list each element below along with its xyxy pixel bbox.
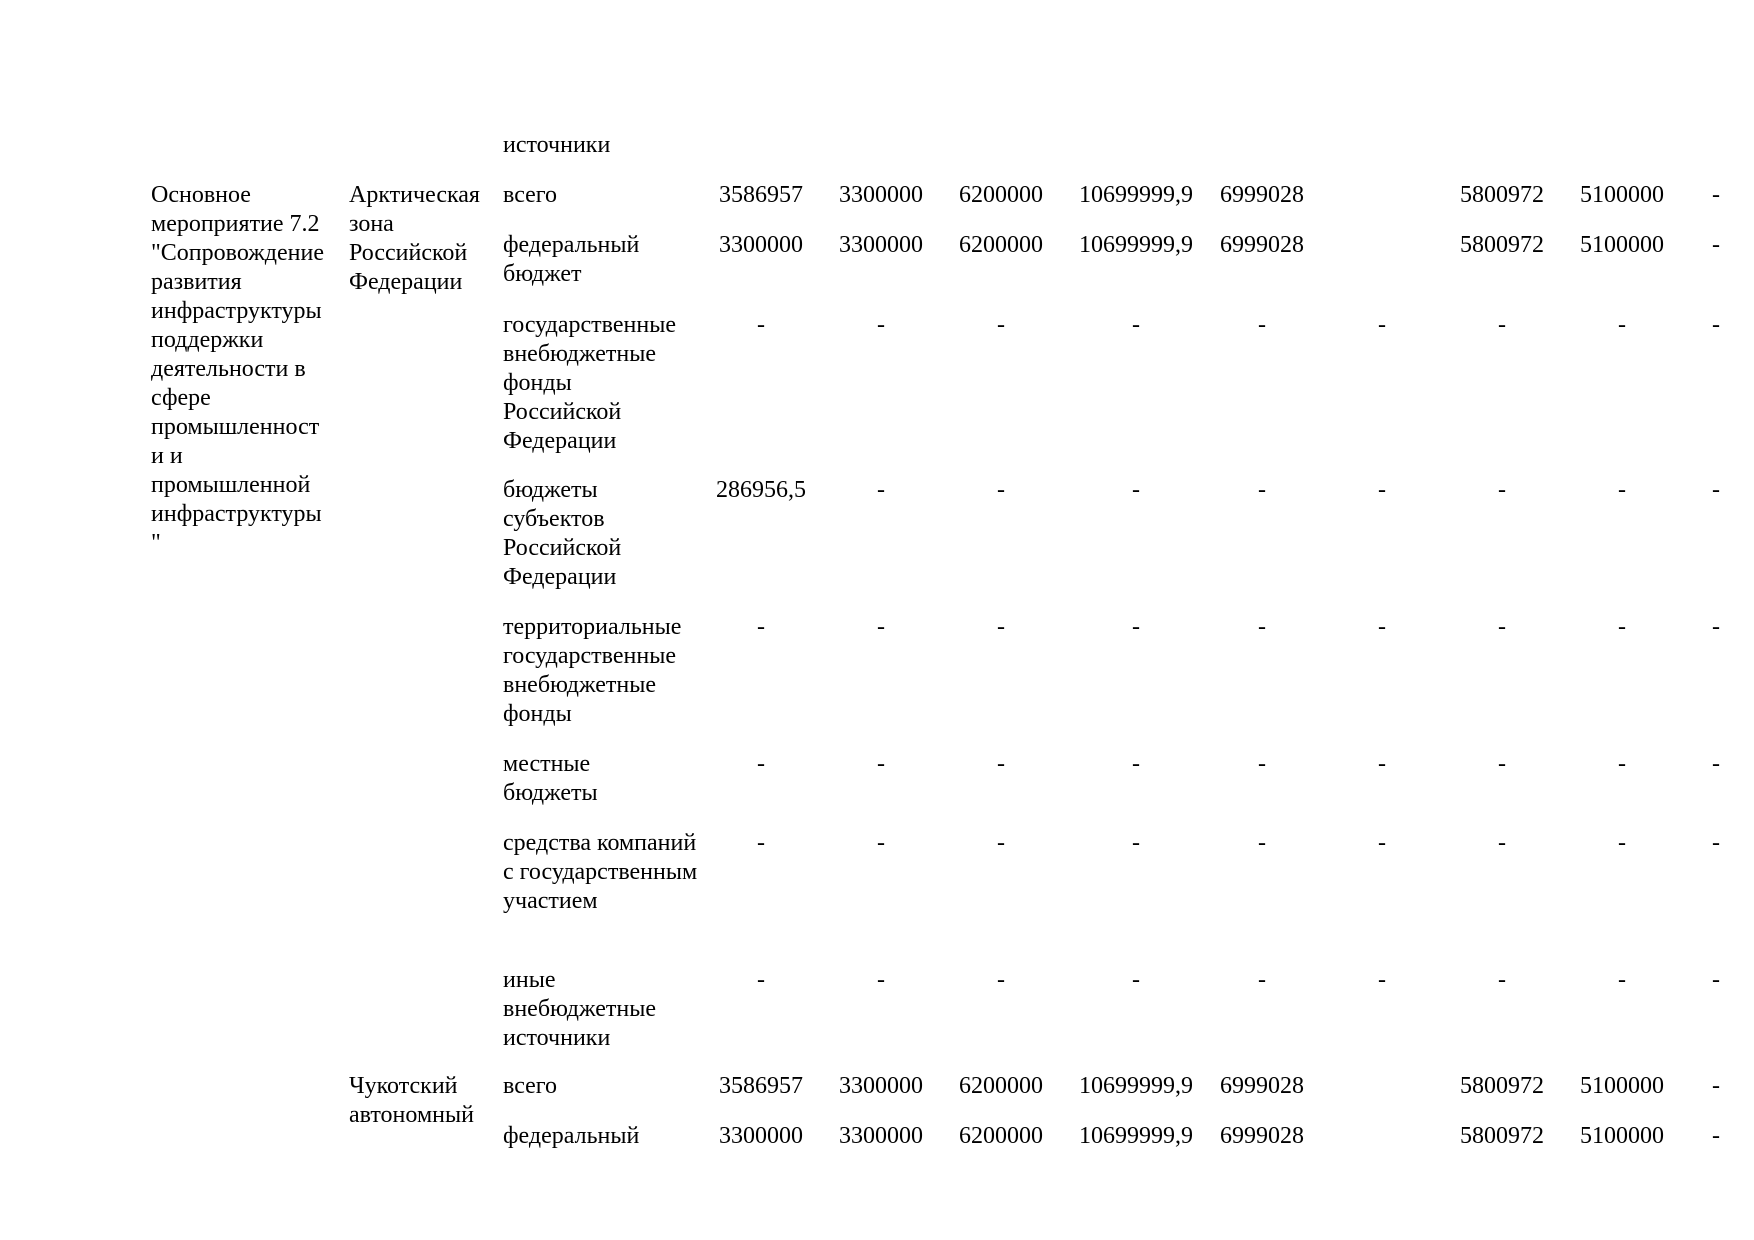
value-cell: -: [757, 751, 765, 777]
value-cell: -: [1132, 751, 1140, 777]
value-cell: 6200000: [959, 232, 1043, 258]
value-cell: 5800972: [1460, 182, 1544, 208]
value-cell: -: [1712, 182, 1720, 208]
source-label: федеральный бюджет: [503, 232, 640, 287]
value-cell: -: [1258, 751, 1266, 777]
value-cell: 3300000: [839, 232, 923, 258]
value-cell: -: [1258, 830, 1266, 856]
value-cell: -: [877, 312, 885, 338]
territory-chukotka: Чукотский автономный: [349, 1073, 474, 1128]
value-cell: -: [1378, 830, 1386, 856]
value-cell: -: [1618, 614, 1626, 640]
value-cell: 5100000: [1580, 232, 1664, 258]
value-cell: -: [877, 830, 885, 856]
source-label: федеральный: [503, 1123, 640, 1149]
value-cell: 6999028: [1220, 232, 1304, 258]
value-cell: -: [1618, 751, 1626, 777]
value-cell: -: [1498, 312, 1506, 338]
source-label: территориальные государственные внебюджетные фонды: [503, 614, 682, 727]
value-cell: -: [1498, 477, 1506, 503]
value-cell: -: [1712, 614, 1720, 640]
value-cell: 10699999,9: [1079, 1073, 1193, 1099]
value-cell: -: [1258, 312, 1266, 338]
value-cell: 3586957: [719, 1073, 803, 1099]
value-cell: 3300000: [839, 1123, 923, 1149]
value-cell: 6200000: [959, 1123, 1043, 1149]
value-cell: 286956,5: [716, 477, 806, 503]
value-cell: -: [1132, 830, 1140, 856]
value-cell: -: [877, 614, 885, 640]
value-cell: -: [1378, 312, 1386, 338]
value-cell: -: [1258, 614, 1266, 640]
value-cell: -: [1378, 967, 1386, 993]
value-cell: 6200000: [959, 182, 1043, 208]
source-continuation: источники: [503, 132, 611, 158]
value-cell: -: [1712, 232, 1720, 258]
value-cell: -: [1498, 967, 1506, 993]
value-cell: -: [877, 751, 885, 777]
value-cell: -: [997, 967, 1005, 993]
value-cell: -: [1712, 967, 1720, 993]
value-cell: -: [1618, 830, 1626, 856]
value-cell: 10699999,9: [1079, 1123, 1193, 1149]
source-label: средства компаний с государственным участием: [503, 830, 698, 914]
value-cell: -: [1378, 751, 1386, 777]
source-label: местные бюджеты: [503, 751, 598, 806]
value-cell: 10699999,9: [1079, 182, 1193, 208]
value-cell: -: [1378, 477, 1386, 503]
value-cell: -: [1712, 1123, 1720, 1149]
value-cell: 3300000: [719, 232, 803, 258]
value-cell: 10699999,9: [1079, 232, 1193, 258]
value-cell: 5800972: [1460, 1073, 1544, 1099]
source-label: всего: [503, 182, 558, 208]
value-cell: -: [1132, 967, 1140, 993]
value-cell: -: [1498, 830, 1506, 856]
value-cell: -: [997, 751, 1005, 777]
value-cell: -: [877, 477, 885, 503]
value-cell: -: [1378, 614, 1386, 640]
value-cell: 6999028: [1220, 1123, 1304, 1149]
value-cell: -: [757, 967, 765, 993]
value-cell: 6999028: [1220, 1073, 1304, 1099]
value-cell: -: [1132, 477, 1140, 503]
value-cell: 3586957: [719, 182, 803, 208]
value-cell: -: [757, 614, 765, 640]
value-cell: 3300000: [839, 182, 923, 208]
source-label: всего: [503, 1073, 558, 1099]
value-cell: -: [1132, 312, 1140, 338]
value-cell: -: [1618, 967, 1626, 993]
value-cell: 6200000: [959, 1073, 1043, 1099]
value-cell: 5100000: [1580, 182, 1664, 208]
value-cell: -: [997, 477, 1005, 503]
value-cell: -: [997, 614, 1005, 640]
value-cell: 5100000: [1580, 1123, 1664, 1149]
value-cell: -: [877, 967, 885, 993]
source-label: бюджеты субъектов Российской Федерации: [503, 477, 622, 590]
value-cell: -: [1712, 1073, 1720, 1099]
value-cell: -: [997, 312, 1005, 338]
measure-title: Основное мероприятие 7.2 "Сопровождение развития инфраструктуры поддержки деятельности в сфере промышленност и и промышленной инфраструктуры ": [151, 182, 325, 556]
value-cell: -: [1712, 751, 1720, 777]
value-cell: -: [1618, 312, 1626, 338]
value-cell: 5800972: [1460, 1123, 1544, 1149]
value-cell: 3300000: [719, 1123, 803, 1149]
value-cell: -: [1258, 477, 1266, 503]
source-label: иные внебюджетные источники: [503, 967, 656, 1051]
value-cell: 3300000: [839, 1073, 923, 1099]
value-cell: -: [757, 312, 765, 338]
value-cell: -: [757, 830, 765, 856]
value-cell: -: [1712, 312, 1720, 338]
value-cell: 5800972: [1460, 232, 1544, 258]
value-cell: -: [1712, 830, 1720, 856]
source-label: государственные внебюджетные фонды Российской Федерации: [503, 312, 676, 454]
value-cell: -: [1258, 967, 1266, 993]
value-cell: -: [1618, 477, 1626, 503]
value-cell: -: [997, 830, 1005, 856]
value-cell: -: [1498, 751, 1506, 777]
territory-arctic: Арктическая зона Российской Федерации: [349, 182, 480, 295]
value-cell: -: [1498, 614, 1506, 640]
value-cell: 5100000: [1580, 1073, 1664, 1099]
value-cell: -: [1712, 477, 1720, 503]
value-cell: -: [1132, 614, 1140, 640]
value-cell: 6999028: [1220, 182, 1304, 208]
